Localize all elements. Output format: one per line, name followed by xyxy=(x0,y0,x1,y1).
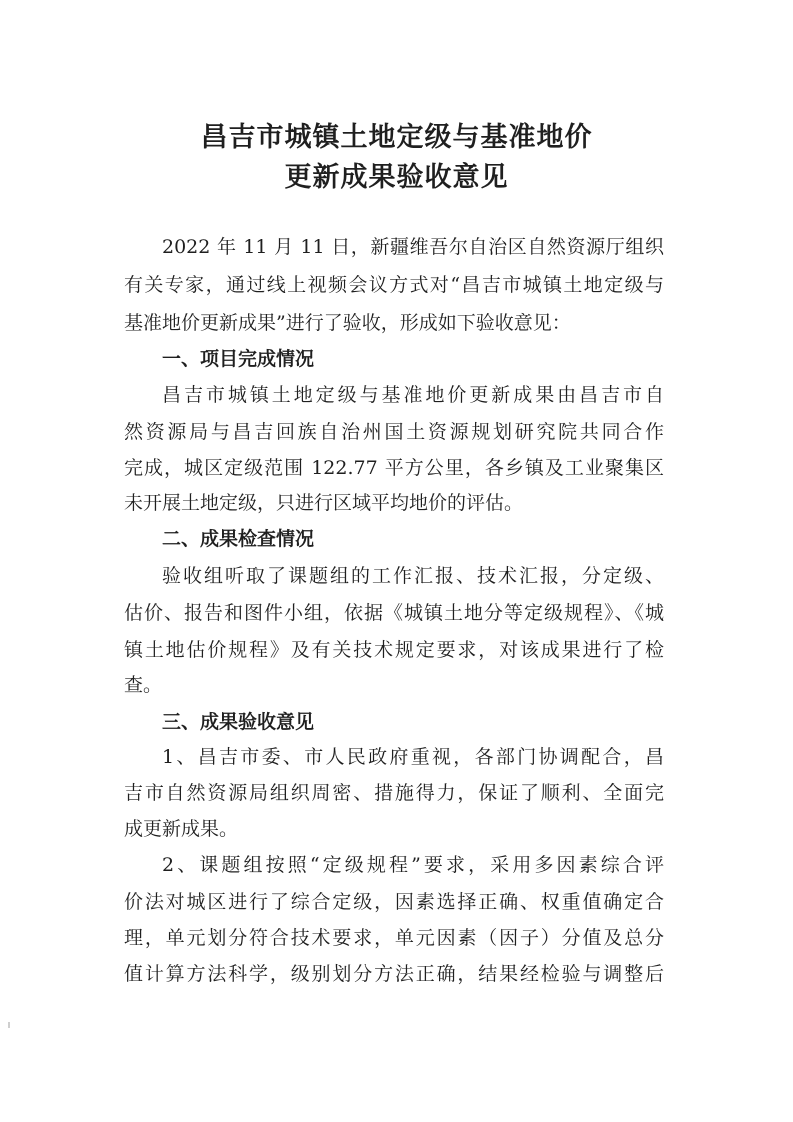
section-3-heading: 三、成果验收意见 xyxy=(162,711,315,733)
section-3-item-2-line-4: 值计算方法科学，级别划分方法正确，结果经检验与调整后 xyxy=(124,963,664,985)
section-2-heading: 二、成果检查情况 xyxy=(162,528,315,550)
section-1-line-2: 然资源局与昌吉回族自治州国土资源规划研究院共同合作 xyxy=(124,421,664,443)
section-3-item-2-line-3: 理，单元划分符合技术要求，单元因素（因子）分值及总分 xyxy=(124,927,664,949)
section-1-line-3: 完成，城区定级范围 122.77 平方公里，各乡镇及工业聚集区 xyxy=(124,457,664,479)
section-3-item-2-line-1: 2、课题组按照“定级规程”要求，采用多因素综合评 xyxy=(162,854,664,876)
intro-line-1: 2022 年 11 月 11 日，新疆维吾尔自治区自然资源厅组织 xyxy=(162,236,664,258)
section-3-item-1-line-1: 1、昌吉市委、市人民政府重视，各部门协调配合，昌 xyxy=(162,746,664,768)
scan-speck xyxy=(8,1022,10,1028)
section-3-item-1-line-3: 成更新成果。 xyxy=(124,818,239,840)
section-1-line-4: 未开展土地定级，只进行区域平均地价的评估。 xyxy=(124,492,524,514)
section-2-line-2: 估价、报告和图件小组，依据《城镇土地分等定级规程》、《城 xyxy=(124,602,664,624)
document-title-line-1: 昌吉市城镇土地定级与基准地价 xyxy=(200,122,593,153)
intro-line-2: 有关专家，通过线上视频会议方式对“昌吉市城镇土地定级与 xyxy=(124,274,664,296)
section-2-line-1: 验收组听取了课题组的工作汇报、技术汇报，分定级、 xyxy=(162,565,664,587)
section-2-line-3: 镇土地估价规程》及有关技术规定要求，对该成果进行了检 xyxy=(124,639,664,661)
intro-line-3: 基准地价更新成果”进行了验收，形成如下验收意见： xyxy=(124,312,571,334)
section-3-item-2-line-2: 价法对城区进行了综合定级，因素选择正确、权重值确定合 xyxy=(124,891,664,913)
section-3-item-1-line-2: 吉市自然资源局组织周密、措施得力，保证了顺利、全面完 xyxy=(124,782,664,804)
section-1-line-1: 昌吉市城镇土地定级与基准地价更新成果由昌吉市自 xyxy=(162,384,664,406)
section-1-heading: 一、项目完成情况 xyxy=(162,348,315,370)
section-2-line-4: 查。 xyxy=(124,674,163,696)
document-title-line-2: 更新成果验收意见 xyxy=(284,162,509,193)
